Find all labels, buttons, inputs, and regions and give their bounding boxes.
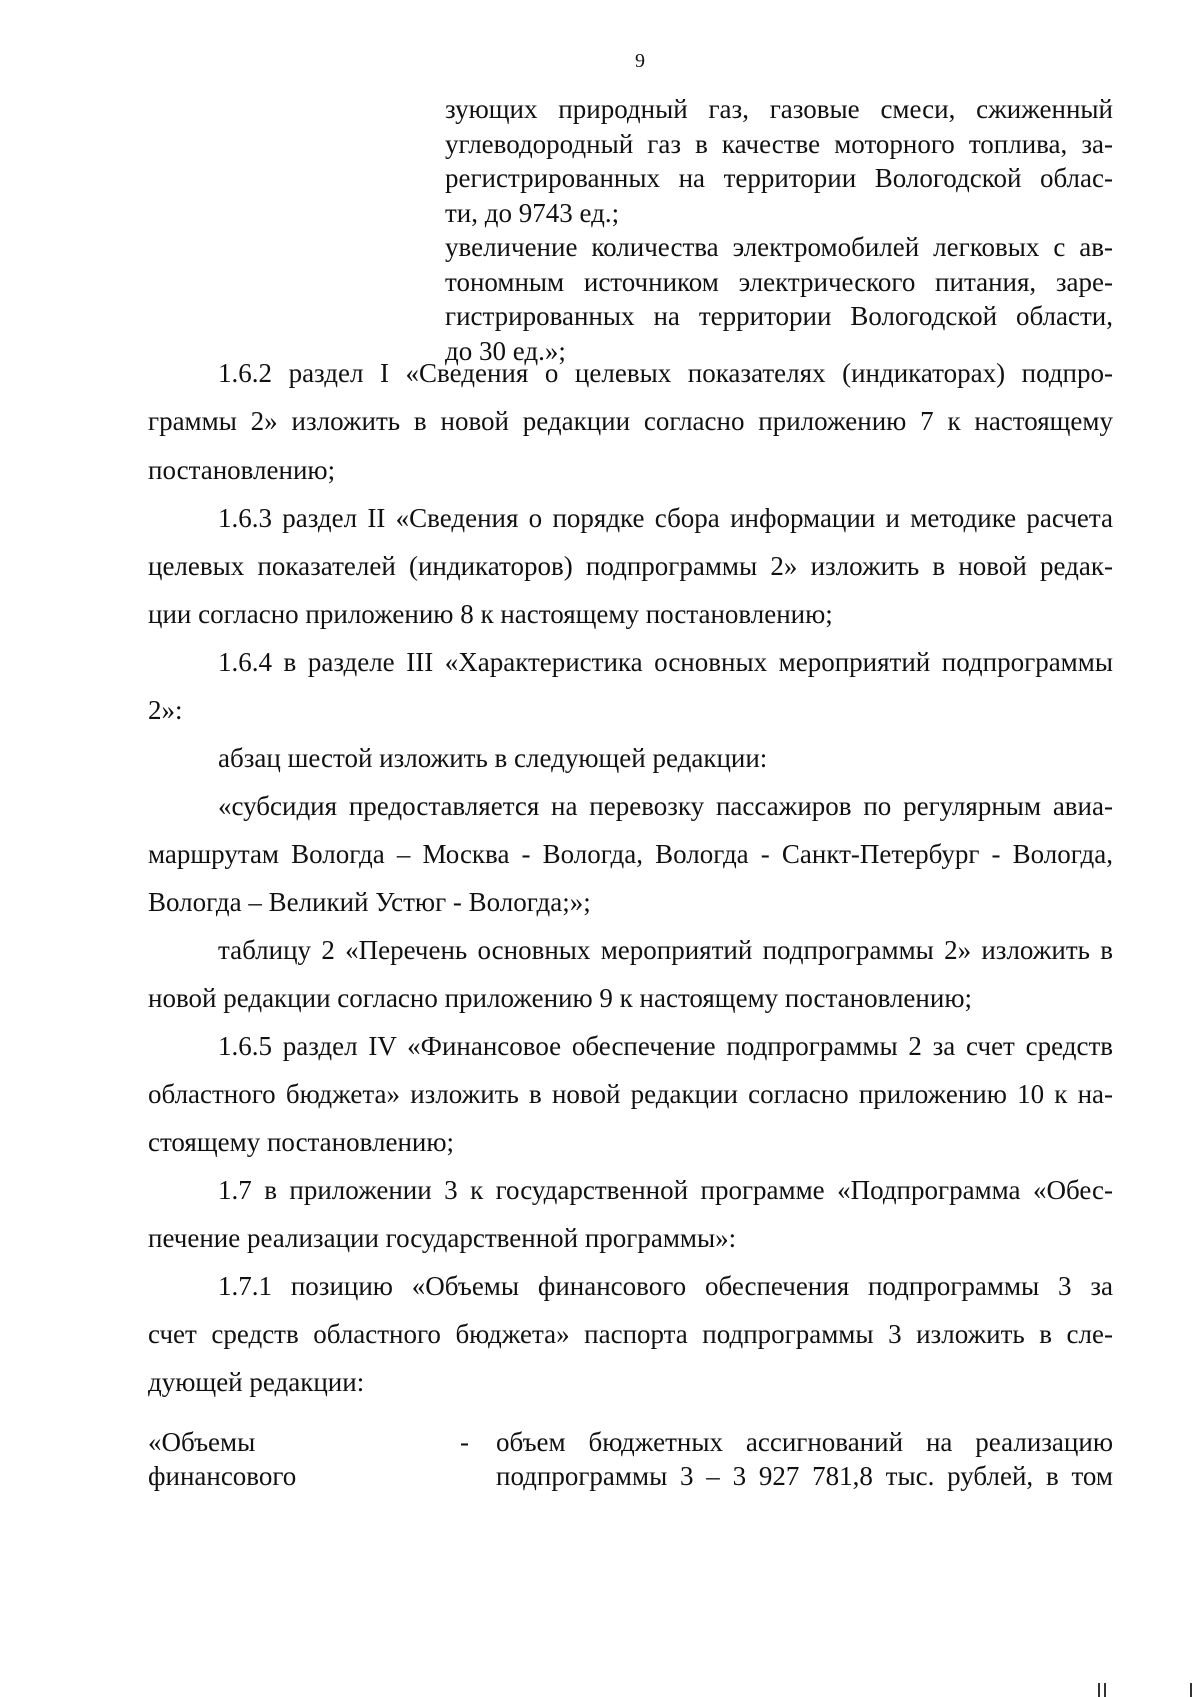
quote-line: тономным источником электрического питания, заре- <box>445 266 1113 297</box>
paragraph-line: областного бюджета» изложить в новой редакции согласно приложению 10 к на- <box>148 1079 1113 1109</box>
paragraph-line: Вологда – Великий Устюг - Вологда;»; <box>148 887 591 917</box>
paragraph-line: 1.7.1 позицию «Объемы финансового обеспечения подпрограммы 3 за <box>218 1271 1113 1301</box>
scan-mark <box>1104 1683 1106 1697</box>
quote-line: зующих природный газ, газовые смеси, сжиженный <box>445 94 1113 124</box>
paragraph-line: абзац шестой изложить в следующей редакции: <box>218 743 768 773</box>
quote-line: до 30 ед.»; <box>445 335 566 366</box>
paragraph-line: 2»: <box>148 695 183 725</box>
paragraph-line: маршрутам Вологда – Москва - Вологда, Вологда - Санкт-Петербург - Вологда, <box>148 839 1113 869</box>
paragraph-line: стоящему постановлению; <box>148 1127 455 1157</box>
passport-label-line: финансового <box>148 1461 297 1491</box>
quoted-continuation <box>445 92 1113 368</box>
paragraph-line: новой редакции согласно приложению 9 к настоящему постановлению; <box>148 983 972 1013</box>
quote-line: ти, до 9743 ед.; <box>445 197 620 228</box>
paragraph-line: дующей редакции: <box>148 1367 365 1397</box>
scan-mark <box>1098 1683 1100 1697</box>
passport-value-line: объем бюджетных ассигнований на реализацию <box>496 1427 1113 1457</box>
paragraph-line: 1.6.4 в разделе III «Характеристика основных мероприятий подпрограммы <box>218 647 1113 677</box>
quote-line: регистрированных на территории Вологодской облас- <box>445 163 1113 193</box>
paragraph-line: постановлению; <box>148 455 336 485</box>
paragraph-line: 1.6.2 раздел I «Сведения о целевых показателях (индикаторах) подпро- <box>218 358 1113 388</box>
scan-edge-marks <box>1060 1677 1200 1697</box>
passport-value <box>496 1425 1113 1493</box>
paragraph-line: «субсидия предоставляется на перевозку пассажиров по регулярным авиа- <box>218 791 1113 821</box>
paragraph-line: целевых показателей (индикаторов) подпрограммы 2» изложить в новой редак- <box>148 551 1113 581</box>
passport-label <box>148 1425 448 1493</box>
passport-label-line: «Объемы <box>148 1427 256 1457</box>
quote-line: увеличение количества электромобилей легковых с ав- <box>445 232 1113 262</box>
paragraph-line: печение реализации государственной программы»: <box>148 1223 737 1253</box>
paragraph-line: 1.6.5 раздел IV «Финансовое обеспечение подпрограммы 2 за счет средств <box>218 1031 1113 1061</box>
passport-value-line: подпрограммы 3 – 3 927 781,8 тыс. рублей, в том <box>496 1461 1113 1491</box>
quote-line: гистрированных на территории Вологодской области, <box>445 301 1113 331</box>
paragraph-line: граммы 2» изложить в новой редакции согласно приложению 7 к настоящему <box>148 406 1113 436</box>
paragraph-line: счет средств областного бюджета» паспорта подпрограммы 3 изложить в сле- <box>148 1319 1113 1349</box>
quote-line: углеводородный газ в качестве моторного топлива, за- <box>445 128 1113 159</box>
page-number: 9 <box>635 50 645 72</box>
paragraph-line: 1.6.3 раздел II «Сведения о порядке сбора информации и методике расчета <box>218 503 1113 533</box>
scan-mark <box>1190 1683 1192 1697</box>
paragraph-line: ции согласно приложению 8 к настоящему постановлению; <box>148 599 833 629</box>
paragraph-line: 1.7 в приложении 3 к государственной программе «Подпрограмма «Обес- <box>218 1175 1113 1205</box>
paragraph-line: таблицу 2 «Перечень основных мероприятий подпрограммы 2» изложить в <box>218 935 1113 965</box>
passport-dash: - <box>460 1427 469 1457</box>
